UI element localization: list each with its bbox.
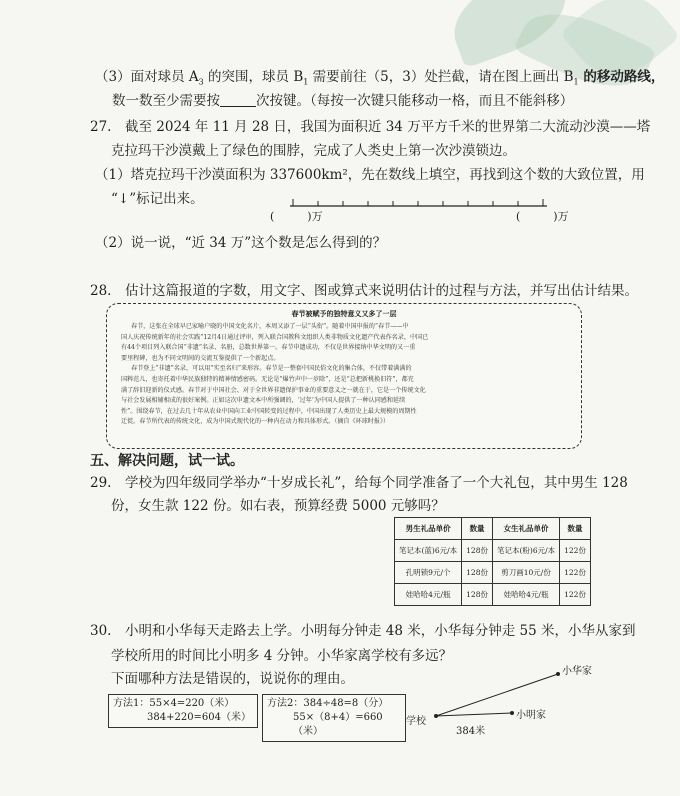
method-2-line2: 55×（8+4）=660（米） [293,712,383,737]
article-line: 要里程碑，也为不同文明间的交流互鉴提供了一个新起点。 [121,354,280,362]
table-row [395,584,591,606]
table-header: 男生礼品单价 [395,518,462,540]
table-cell: 孔明锁9元/个 [395,562,462,584]
article-line: 满了辞旧迎新的仪式感。春节对于中国社会、对于全世界非遗保护事业的重要意义之一就在于，它是一个传统文化 [121,386,426,394]
table-cell: 笔记本(粉)6元/本 [492,540,559,562]
table-cell: 128份 [462,562,493,584]
q28-line1: 28. 估计这篇报道的字数，用文字、图或算式来说明估计的过程与方法，并写出估计结果。 [90,283,638,299]
label-xiaoming-home: 小明家 [516,710,546,721]
answer-blank[interactable] [220,94,256,107]
method-1-line1: 方法1：55×4=220（米） [113,698,235,709]
q27-sub2: （2）说一说，“近 34 万”这个数是怎么得到的？ [95,235,387,251]
gift-price-table [394,517,591,606]
article-line: 春节登上“非遗”名录，可以用“实至名归”来形容。春节是一整套中国民俗文化的集合体，不仅带着满满的 [131,365,412,373]
table-cell: 122份 [560,562,591,584]
number-line-right-label: ( )万 [516,210,569,223]
method-2-box [262,694,406,742]
article-body [121,322,571,428]
table-cell: 笔记本(蓝)6元/本 [395,540,462,562]
q-prev-text-a: （3）面对球员 A [95,69,199,85]
table-row [395,540,591,562]
q-prev-text-b: 的突围，球员 B [203,69,304,85]
label-school: 学校 [406,716,426,727]
q29-line1: 29. 学校为四年级同学举办“十岁成长礼”，给每个同学准备了一个大礼包，其中男生 128 [90,475,628,491]
q-prev-sub2: 1 [303,77,309,87]
table-row [395,562,591,584]
q29-line2: 份，女生款 122 份。如右表，预算经费 5000 元够吗？ [111,498,445,514]
news-article-box [106,303,582,449]
article-line: 性”。围绕春节，在过去几十年从农业中国向工业中国转变的过程中，中国出现了人类历史上最大规模的周期性 [121,407,417,415]
table-header: 数量 [462,518,493,540]
table-cell: 122份 [560,584,591,606]
table-header: 数量 [560,518,591,540]
table-cell: 122份 [560,540,591,562]
q-prev-line2 [112,92,573,110]
q-prev-sub: 3 [198,77,204,87]
q-prev-line2-a: 数一数至少需要按 [112,93,220,109]
article-line: 有44个项目列入联合国“非遗”名录、名册，总数世界第一。春节申遗成功，不仅是世界接纳中华文明的又一重 [121,344,416,352]
table-cell: 剪刀画10元/份 [492,562,559,584]
q30-line2: 学校所用的时间比小明多 4 分钟。小华家离学校有多远？ [111,648,453,664]
table-cell: 128份 [462,584,493,606]
q-prev-text-d: 的移动路线， [578,69,665,85]
table-header-row [395,518,591,540]
number-line-left-label: ( )万 [270,210,323,223]
q27-sub1-line2: “↓”标记出来。 [111,191,204,207]
table-cell: 娃哈哈4元/瓶 [492,584,559,606]
q27-line2: 克拉玛干沙漠戴上了绿色的围脖，完成了人类史上第一次沙漠锁边。 [111,143,516,159]
label-distance: 384米 [456,726,486,737]
table-header: 女生礼品单价 [492,518,559,540]
method-1-box [108,694,258,728]
q27-line1: 27. 截至 2024 年 11 月 28 日，我国为面积近 34 万平方千米的世界第二大流动沙漠——塔 [90,119,651,135]
q-prev-text-c: 需要前往（5，3）处拦截，请在图上画出 B [308,69,574,85]
q-prev-line2-b: 次按键。（每按一次键只能移动一格，而且不能斜移） [256,93,574,109]
label-xiaohua-home: 小华家 [562,666,592,677]
method-1-line2: 384+220=604（米） [147,712,252,723]
article-line: 春节，这张在全球早已家喻户晓的中国文化名片，本周又添了一层“头衔”。随着中国申报的“春节——中 [131,323,409,330]
table-cell: 128份 [462,540,493,562]
article-line: 迁徙。春节所代表的传统文化，成为中国式现代化的一种内在动力和具体形式。（摘自《环球时报》） [121,418,390,426]
q27-sub1-line1: （1）塔克拉玛干沙漠面积为 337600km²，先在数线上填空，再找到这个数的大致位置，用 [95,167,645,183]
section-heading: 五、解决问题，试一试。 [90,453,244,469]
method-2-line1: 方法2：384÷48=8（分） [267,698,389,709]
article-title: 春节被赋予的独特意义又多了一层 [291,309,397,318]
number-line[interactable] [285,190,555,212]
article-line: 国粹范儿，也寄托着中华民族独特的精神情感密码。无论是“爆竹声中一岁除”，还是“总把新桃换旧符”，都充 [121,375,414,383]
q-prev-sub3: 1 [573,77,579,87]
q-prev-line1 [95,68,664,92]
table-cell: 娃哈哈4元/瓶 [395,584,462,606]
q30-line3: 下面哪种方法是错误的，说说你的理由。 [111,671,354,687]
article-line: 与社会发展相辅相成的很好案例。正如这次申遗文本中所强调的，‘过年’为中国人提供了一种认同感和延续 [121,397,406,405]
article-line: 国人庆祝传统新年的社会实践”12月4日通过评审，列入联合国教科文组织人类非物质文化遗产代表作名录，中国已 [121,333,429,341]
q30-line1: 30. 小明和小华每天走路去上学。小明每分钟走 48 米，小华每分钟走 55 米，小华从家到 [90,623,636,639]
